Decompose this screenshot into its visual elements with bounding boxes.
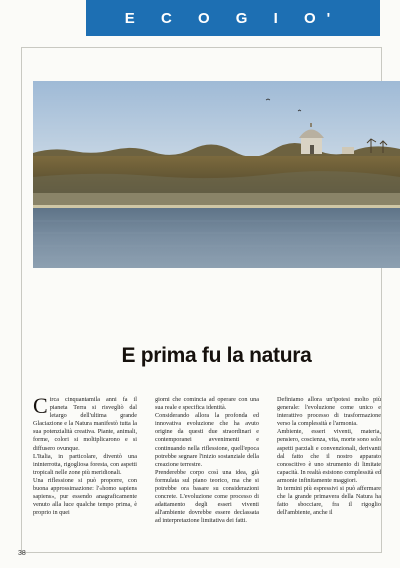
- paragraph: Circa cinquantamila anni fa il pianeta Terra si risvegliò dal letargo dell'ultima grande Glaciazione e la Natura manifestò tutta la sua potenzialità creativa. Piante, animali, forme, colori si moltiplicarono e si diffusero ovunque.: [33, 396, 137, 452]
- article-body: [33, 396, 381, 544]
- landscape-photo: [33, 81, 400, 268]
- paragraph: L'Italia, in particolare, diventò una ininterrotta, rigogliosa foresta, con aspetti tropicali nelle zone più meridionali.: [33, 452, 137, 476]
- article-title: E prima fu la natura: [121, 344, 312, 367]
- text-column-1: [33, 396, 137, 544]
- section-header-band: [86, 0, 380, 36]
- paragraph: In termini più espressivi si può affermare che la grande primavera della Natura ha fatto sbocciare, fra il rigoglio dell'ambiente, anche il: [277, 485, 381, 517]
- section-label: E C O G I O': [124, 9, 342, 27]
- text-column-3: [277, 396, 381, 544]
- drop-cap: C: [33, 396, 48, 418]
- paragraph: Una riflessione si può proporre, con buona approssimazione: l'«homo sapiens sapiens», pur essendo anagraficamente venuto alla luce qualche tempo prima, è proprio in quei: [33, 476, 137, 517]
- text-column-2: [155, 396, 259, 544]
- paragraph: Ambiente, esseri viventi, materia, pensiero, coscienza, vita, morte sono solo aspetti parziali e convenzionali, derivanti dal fatto che il nostro apparato conoscitivo è uno strumento di limitate capacità. In realtà esistono complessità ed armonie infinitamente maggiori.: [277, 428, 381, 484]
- paragraph: Prenderebbe corpo così una idea, già formulata sul piano teorico, ma che si potrebbe ora basare su considerazioni concrete. L'evoluzione come processo di adattamento degli esseri viventi all'ambiente dovrebbe essere declassata ad interpretazione limitativa dei fatti.: [155, 468, 259, 525]
- paragraph: Considerando allora la profonda ed innovativa evoluzione che ha avuto origine da questi due straordinari e contemporanei avvenimenti e continuando nella riflessione, quell'epoca potrebbe segnare l'inizio sostanziale della creazione terrestre.: [155, 412, 259, 468]
- paragraph: giorni che comincia ad operare con una sua reale e specifica identità.: [155, 396, 259, 412]
- page-number: 38: [18, 550, 26, 557]
- paragraph: Definiamo allora un'ipotesi molto più generale: l'evoluzione come unico e interattivo processo di trasformazione verso la complessità e l'armonia.: [277, 396, 381, 428]
